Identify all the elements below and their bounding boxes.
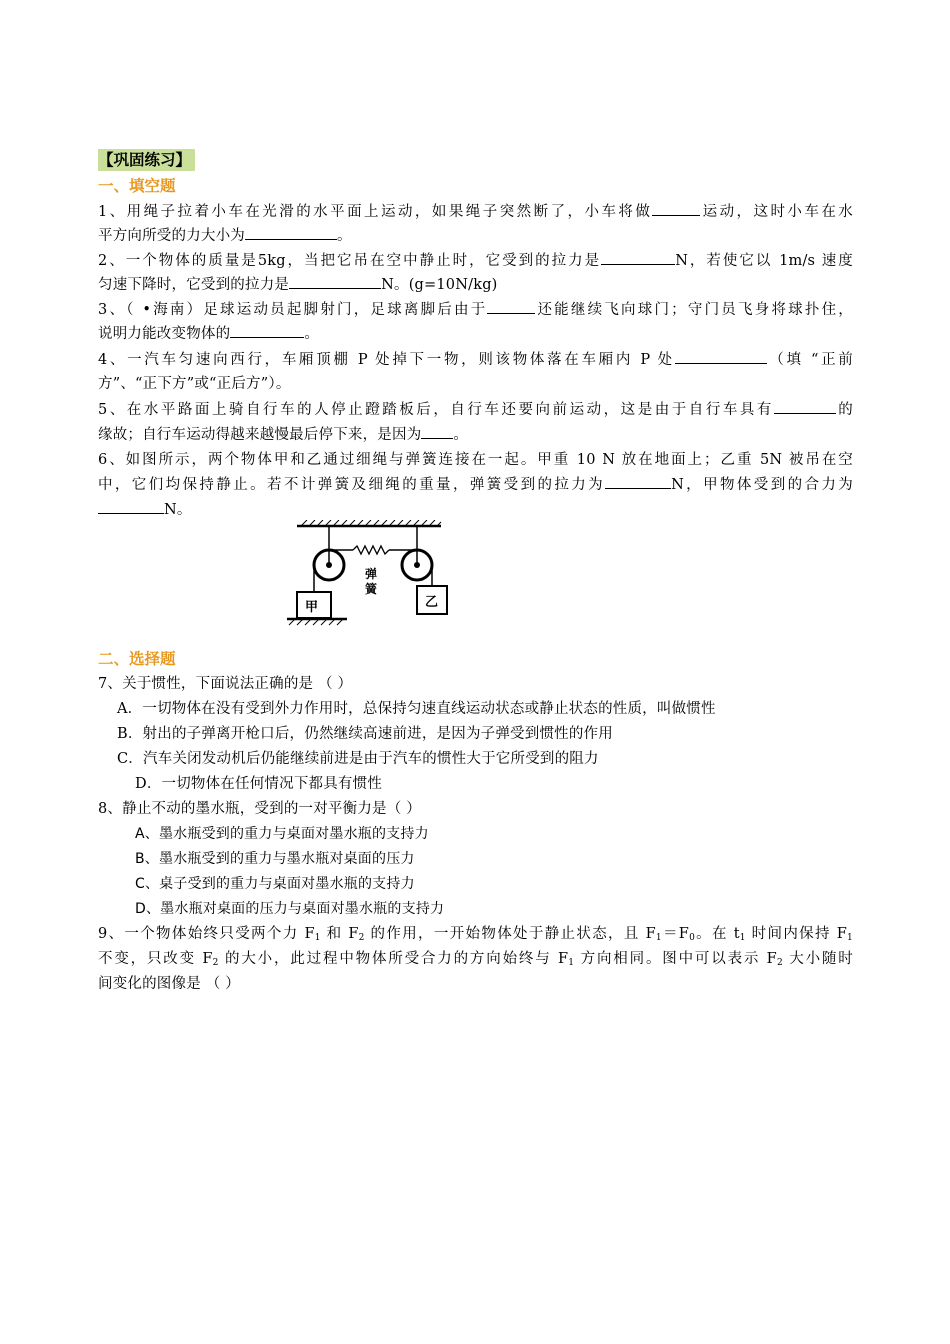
- q2-text: N。(g=10N/kg): [381, 277, 498, 293]
- q6-line1: [98, 449, 853, 471]
- q3-text: 还能继续飞向球门；守门员飞身将球扑住，: [535, 302, 853, 318]
- q9-text: 时间内保持 F: [745, 926, 848, 942]
- q1-text: 运动，这时小车在水: [700, 204, 853, 220]
- q4-line1: [98, 348, 853, 371]
- q5-text: 缘故；自行车运动得越来越慢最后停下来，是因为: [98, 427, 422, 443]
- q6-text: N，甲物体受到的合力为: [671, 477, 854, 493]
- q1-blank2[interactable]: [245, 224, 337, 240]
- q6-line2: [98, 473, 853, 496]
- q8-option-d[interactable]: D、墨水瓶对桌面的压力与桌面对墨水瓶的支持力: [135, 901, 445, 917]
- q9-sub: 1: [847, 933, 853, 943]
- q5-text: 5、在水平路面上骑自行车的人停止蹬踏板后，自行车还要向前运动，这是由于自行车具有: [98, 402, 774, 418]
- block-jia-label: 甲: [305, 600, 319, 615]
- spring-label-bottom: 簧: [365, 582, 378, 596]
- q9-text: 和 F: [320, 926, 359, 942]
- q5-line2: [98, 423, 853, 446]
- q6-text: N。: [164, 502, 192, 518]
- q6-blank2[interactable]: [98, 498, 164, 514]
- q4-line2: [98, 373, 853, 395]
- q6-blank1[interactable]: [605, 473, 671, 489]
- q9-text: 方向相同。图中可以表示 F: [574, 951, 777, 967]
- q3-text: 说明力能改变物体的: [98, 326, 231, 342]
- q8-stem: 8、静止不动的墨水瓶，受到的一对平衡力是（ ）: [98, 801, 421, 817]
- q9-sub: 1: [739, 933, 746, 943]
- q1-line1: [98, 200, 853, 223]
- q5-text: 的: [835, 402, 853, 418]
- q4-text: （填 “正前: [766, 352, 853, 368]
- section-fill-title: 一、填空题: [98, 177, 176, 195]
- q9-sub: 1: [314, 933, 321, 943]
- q2-blank2[interactable]: [289, 273, 381, 289]
- q9-line1: [98, 923, 853, 949]
- q9-sub: 2: [212, 958, 219, 968]
- q9-text: ＝F: [661, 926, 690, 942]
- q9-text: 的大小，此过程中物体所受合力的方向始终与 F: [218, 951, 569, 967]
- q2-text: N，若使它以 1m/s 速度: [675, 253, 853, 269]
- q7-option-b[interactable]: B．射出的子弹离开枪口后，仍然继续高速前进，是因为子弹受到惯性的作用: [117, 726, 613, 742]
- q1-text: 平方向所受的力大小为: [98, 228, 245, 244]
- q3-line2: [98, 322, 853, 345]
- q9-line2: [98, 948, 853, 974]
- block-yi-label: 乙: [425, 595, 439, 610]
- q5-line1: [98, 398, 853, 421]
- spring-label-top: 弹: [365, 567, 378, 581]
- q1-text: 。: [337, 228, 352, 244]
- q9-text: 9、一个物体始终只受两个力 F: [98, 926, 315, 942]
- q7-option-c[interactable]: C．汽车关闭发动机后仍能继续前进是由于汽车的惯性大于它所受到的阻力: [117, 751, 599, 767]
- q8-option-c[interactable]: C、桌子受到的重力与桌面对墨水瓶的支持力: [135, 876, 415, 892]
- q3-text: 。: [304, 326, 320, 342]
- q2-blank1[interactable]: [601, 249, 675, 265]
- q4-text: 4、一汽车匀速向西行，车厢顶棚 P 处掉下一物，则该物体落在车厢内 P 处: [98, 352, 675, 368]
- pulley-spring-figure: [283, 520, 448, 628]
- q9-text: 。在 t: [695, 926, 740, 942]
- q1-line2: [98, 224, 853, 247]
- q2-text: 2、一个物体的质量是5kg，当把它吊在空中静止时，它受到的拉力是: [98, 253, 602, 269]
- q9-sub: 1: [655, 933, 662, 943]
- q9-text: 的作用，一开始物体处于静止状态，且 F: [364, 926, 656, 942]
- q9-sub: 2: [776, 958, 783, 968]
- q6-text: 6、如图所示，两个物体甲和乙通过细绳与弹簧连接在一起。甲重 10 N 放在地面上；乙重 5N 被吊在空: [98, 452, 853, 468]
- q3-line1: [98, 298, 853, 321]
- q7-stem: 7、关于惯性，下面说法正确的是 （ ）: [98, 676, 353, 692]
- q9-text: 大小随时: [782, 951, 853, 967]
- q2-text: 匀速下降时，它受到的拉力是: [98, 277, 290, 293]
- q4-blank1[interactable]: [675, 348, 767, 364]
- q9-sub: 0: [689, 933, 696, 943]
- q3-blank2[interactable]: [230, 322, 304, 338]
- q9-sub: 1: [568, 958, 575, 968]
- q3-text: 3、（ •海南）足球运动员起脚射门，足球离脚后由于: [98, 302, 488, 318]
- q2-line1: [98, 249, 853, 272]
- ceiling-hatch: [297, 520, 441, 526]
- q6-text: 中，它们均保持静止。若不计弹簧及细绳的重量，弹簧受到的拉力为: [98, 477, 606, 493]
- q7-option-a[interactable]: A．一切物体在没有受到外力作用时，总保持匀速直线运动状态或静止状态的性质，叫做惯性: [117, 701, 716, 717]
- q3-blank1[interactable]: [487, 298, 535, 314]
- q4-text: 方”、“正下方”或“正后方”）。: [98, 376, 291, 392]
- q6-line3: [98, 498, 853, 521]
- q2-line2: [98, 273, 853, 296]
- q5-text: 。: [453, 427, 469, 443]
- q5-blank1[interactable]: [774, 398, 836, 414]
- q1-text: 1、用绳子拉着小车在光滑的水平面上运动，如果绳子突然断了，小车将做: [98, 204, 653, 220]
- ground-hatch: [287, 619, 347, 625]
- q9-text: 不变，只改变 F: [98, 951, 213, 967]
- spring: [353, 546, 389, 554]
- q8-option-a[interactable]: A、墨水瓶受到的重力与桌面对墨水瓶的支持力: [135, 826, 429, 842]
- q7-option-d[interactable]: D．一切物体在任何情况下都具有惯性: [135, 776, 383, 792]
- q9-sub: 2: [358, 933, 365, 943]
- exercise-badge: 【巩固练习】: [98, 149, 195, 171]
- q1-blank1[interactable]: [652, 200, 700, 216]
- q5-blank2[interactable]: [421, 423, 453, 439]
- q9-line3: 间变化的图像是 （ ）: [98, 976, 240, 992]
- section-choice-title: 二、选择题: [98, 650, 176, 668]
- q8-option-b[interactable]: B、墨水瓶受到的重力与墨水瓶对桌面的压力: [135, 851, 415, 867]
